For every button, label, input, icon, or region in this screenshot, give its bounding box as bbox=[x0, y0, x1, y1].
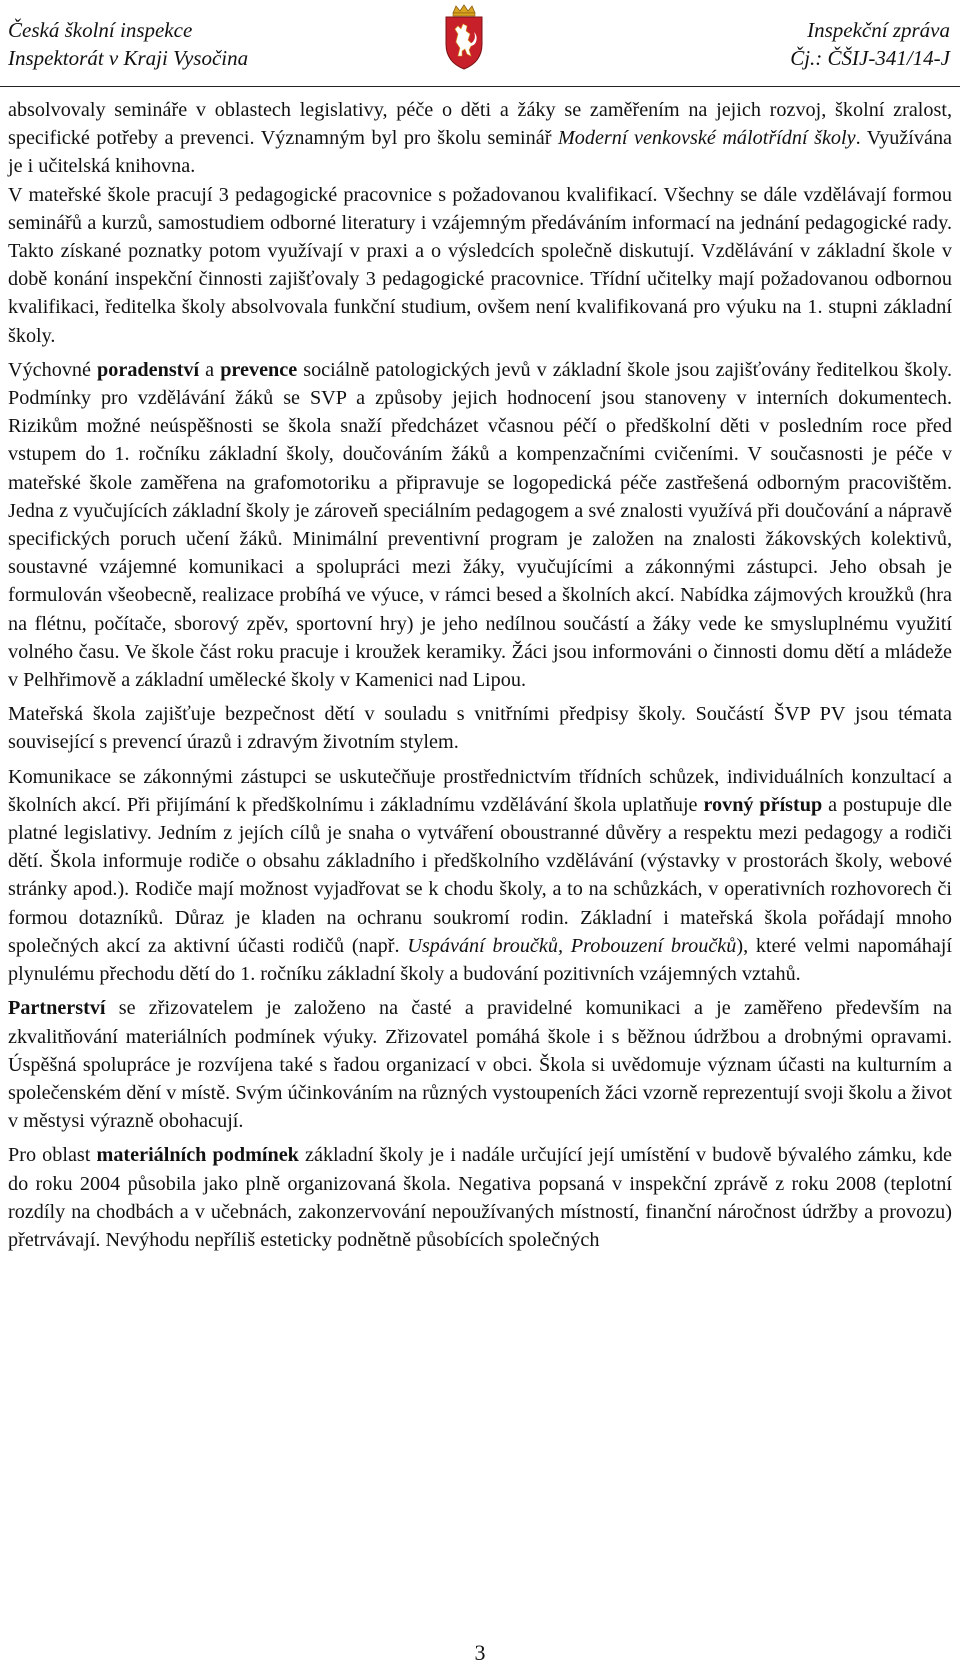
report-body bbox=[8, 96, 952, 1260]
paragraph-staff-qualification: V mateřské škole pracují 3 pedagogické pracovnice s požadovanou kvalifikací. Všechny se dále vzdělávají formou seminářů a kurzů, samostudiem odborné literatury i vzájemným předáváním informací na jednání pedagogické rady. Takto získané poznatky potom využívají v praxi a o výsledcích společně diskutují. Vzdělávání v základní škole v době konání inspekční činnosti zajišťovaly 3 pedagogické pracovnice. Třídní učitelky mají požadovanou odbornou kvalifikaci, ředitelka školy absolvovala funkční studium, ovšem není kvalifikovaná pro výuku na 1. stupni základní školy. bbox=[8, 183, 952, 347]
paragraph-communication bbox=[8, 763, 952, 989]
text-span: Výchovné bbox=[8, 358, 98, 381]
paragraph-counseling-prevention bbox=[8, 356, 952, 694]
report-type: Inspekční zpráva bbox=[807, 18, 950, 42]
header-left bbox=[8, 16, 248, 72]
text-span: absolvovaly semináře v oblastech legislativy, péče o děti a žáky se zaměřením na jejich rozvoj, školní zralost, specifické potřeby a prevenci. Významným byl pro školu seminář bbox=[8, 99, 952, 150]
page-header bbox=[0, 0, 960, 87]
text-span: se zřizovatelem je založeno na časté a pravidelné komunikaci a je zaměřeno především na zkvalitňování materiálních podmínek výuky. Zřizovatel pomáhá škole i s běžnou údržbou a drobnými opravami. Úspěšná spolupráce je rozvíjena také s řadou organizací v obci. Škola si uvědomuje význam účasti na kulturním a společenském dění v místě. Svým účinkováním na různých vystoupeních žáci vzorně reprezentují svoji školu a život v městysi výrazně obohacují. bbox=[8, 997, 952, 1133]
text-span: základní školy je i nadále určující její umístění v budově bývalého zámku, kde do roku 2004 působila jako plně organizovaná škola. Negativa popsaná v inspekční zprávě z roku 2008 (teplotní rozdíly na chodbách a v učebnách, zakonzervování nepoužívaných místností, finanční náročnost údržby a provozu) přetrvávají. Nevýhodu nepříliš esteticky podnětně působících společných bbox=[8, 1144, 953, 1251]
inspectorate-name: Inspektorát v Kraji Vysočina bbox=[8, 46, 249, 70]
paragraph-partnership bbox=[8, 994, 952, 1135]
text-span: Komunikace se zákonnými zástupci se uskutečňuje prostřednictvím třídních schůzek, individuálních konzultací a školních akcí. Při přijímání k předškolnímu i základnímu vzdělávání škola uplatňuje bbox=[8, 765, 952, 816]
institution-name: Česká školní inspekce bbox=[8, 18, 193, 42]
text-span: ), které velmi napomáhají plynulému přechodu dětí do 1. ročníku základní školy a budování pozitivních vzájemných vztahů. bbox=[8, 934, 953, 986]
text-span: a bbox=[199, 358, 221, 381]
header-right bbox=[790, 16, 950, 72]
paragraph-safety: Mateřská škola zajišťuje bezpečnost dětí v souladu s vnitřními předpisy školy. Součástí ŠVP PV jsou témata související s prevencí úrazů i zdravým životním stylem. bbox=[8, 703, 952, 754]
reference-number: Čj.: ČŠIJ-341/14-J bbox=[790, 46, 950, 70]
seminar-title: Moderní venkovské málotřídní školy bbox=[557, 127, 856, 150]
text-span: . Využívána je i učitelská knihovna. bbox=[8, 127, 953, 178]
keyword-material-conditions: materiálních podmínek bbox=[96, 1144, 299, 1167]
event-names: Uspávání broučků, Probouzení broučků bbox=[407, 934, 737, 957]
keyword-counseling: poradenství bbox=[97, 358, 200, 381]
czech-coat-of-arms-icon bbox=[444, 4, 484, 70]
text-span: a postupuje dle platné legislativy. Jedním z jejích cílů je snaha o vytváření oboustranné důvěry a respektu mezi pedagogy a rodiči dětí. Škola informuje rodiče o obsahu základního i předškolního vzdělávání (výstavky v prostorách školy, webové stránky apod.). Rodiče mají možnost vyjadřovat se k chodu školy, a to na schůzkách, v operativních rozhovorech či formou dotazníků. Důraz je kladen na ochranu soukromí rodin. Základní i mateřská škola pořádají mnoho společných akcí za aktivní účasti rodičů (např. bbox=[8, 793, 953, 957]
text-span: Pro oblast bbox=[8, 1144, 97, 1167]
paragraph-seminars bbox=[8, 96, 952, 181]
page-number: 3 bbox=[474, 1640, 486, 1665]
keyword-prevention: prevence bbox=[220, 358, 298, 381]
paragraph-material-conditions bbox=[8, 1141, 952, 1254]
text-span: sociálně patologických jevů v základní škole jsou zajišťovány ředitelkou školy. Podmínky pro vzdělávání žáků se SVP a způsoby jejich hodnocení jsou stanoveny v interních dokumentech. Rizikům možné neúspěšnosti se škola snaží předcházet včasnou péčí o předškolní děti v posledním roce před vstupem do 1. ročníku základní školy, doučováním žáků a kompenzačními cvičeními. V současnosti je péče v mateřské škole zaměřena na grafomotoriku a připravuje se logopedická péče zastřešená odborným pracovištěm. Jedna z vyučujících základní školy je zároveň speciálním pedagogem a své znalosti využívá při doučování a nápravě specifických poruch učení žáků. Minimální preventivní program je založen na znalosti žákovských kolektivů, soustavné vzájemné komunikaci a spolupráci mezi žáky, vyučujícími a zákonnými zástupci. Jeho obsah je formulován všeobecně, realizace probíhá ve výuce, v rámci besed a školních akcí. Nabídka zájmových kroužků (hra na flétnu, počítače, sborový zpěv, sportovní hry) je jeho nedílnou součástí a žáky vede ke smysluplnému využití volného času. Ve škole část roku pracuje i kroužek keramiky. Žáci jsou informováni o činnosti domu dětí a mládeže v Pelhřimově a základní umělecké školy v Kamenici nad Lipou. bbox=[8, 358, 953, 692]
keyword-partnership: Partnerství bbox=[8, 997, 106, 1020]
keyword-equal-access: rovný přístup bbox=[703, 793, 823, 816]
